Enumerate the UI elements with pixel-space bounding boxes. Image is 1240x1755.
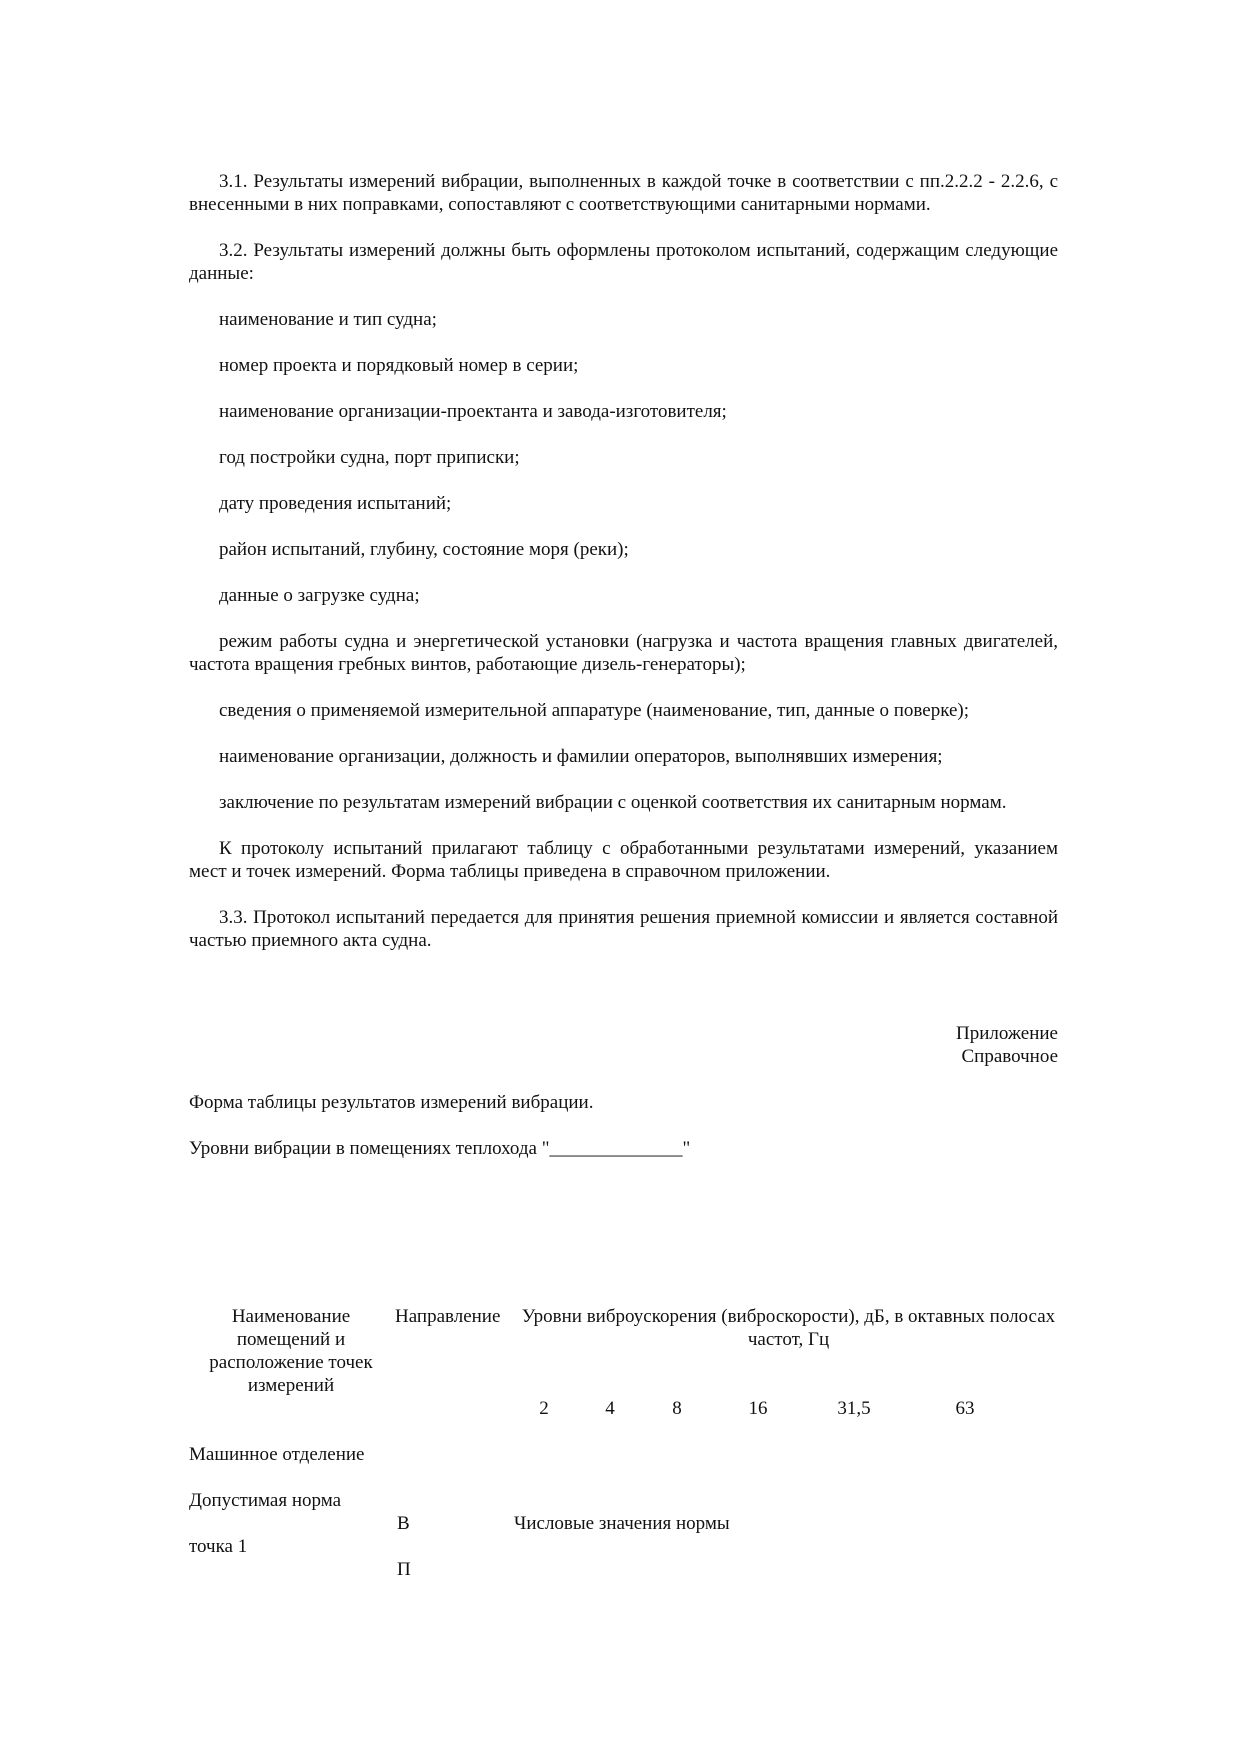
appendix-label: Приложение — [956, 1023, 1058, 1044]
header-levels-column: Уровни виброускорения (виброскорости), дБ, в октавных полосах частот, Гц — [521, 1306, 1056, 1350]
freq-header: 4 — [605, 1398, 615, 1419]
list-item: район испытаний, глубину, состояние моря (реки); — [219, 539, 629, 560]
freq-header: 16 — [748, 1398, 768, 1419]
list-item: данные о загрузке судна; — [219, 585, 420, 606]
point-label: точка 1 — [189, 1536, 248, 1557]
list-item: год постройки судна, порт приписки; — [219, 447, 520, 468]
paragraph-3-2: 3.2. Результаты измерений должны быть оформлены протоколом испытаний, содержащим следующие данные: — [189, 240, 1058, 284]
document-body — [189, 170, 1058, 1183]
list-item: наименование организации-проектанта и завода-изготовителя; — [219, 401, 727, 422]
levels-title: Уровни вибрации в помещениях теплохода "______________" — [189, 1138, 691, 1159]
list-item: сведения о применяемой измерительной аппаратуре (наименование, тип, данные о поверке); — [219, 700, 970, 721]
header-direction-column: Направление — [395, 1306, 501, 1327]
list-item: заключение по результатам измерений вибрации с оценкой соответствия их санитарным нормам. — [219, 792, 1007, 813]
list-item: режим работы судна и энергетической установки (нагрузка и частота вращения главных двигателей, частота вращения гребных винтов, работающие дизель-генераторы); — [189, 631, 1058, 675]
freq-header: 8 — [672, 1398, 682, 1419]
freq-header: 2 — [539, 1398, 549, 1419]
list-item: наименование и тип судна; — [219, 309, 437, 330]
form-title: Форма таблицы результатов измерений вибрации. — [189, 1092, 594, 1113]
appendix-heading — [189, 1022, 1058, 1068]
norm-label: Допустимая норма — [189, 1490, 342, 1511]
list-item: дату проведения испытаний; — [219, 493, 452, 514]
freq-header: 31,5 — [837, 1398, 871, 1419]
direction-p: П — [397, 1559, 411, 1580]
paragraph-3-3: 3.3. Протокол испытаний передается для принятия решения приемной комиссии и является составной частью приемного акта судна. — [189, 907, 1058, 951]
norm-values: Числовые значения нормы — [514, 1513, 730, 1534]
freq-header: 63 — [955, 1398, 975, 1419]
paragraph-3-1: 3.1. Результаты измерений вибрации, выполненных в каждой точке в соответствии с пп.2.2.2 - 2.2.6, с внесенными в них поправками, сопоставляют с соответствующими санитарными нормами. — [189, 171, 1058, 215]
room-name: Машинное отделение — [189, 1444, 365, 1465]
header-room-column: Наименование помещений и расположение точек измерений — [209, 1306, 373, 1396]
appendix-type: Справочное — [961, 1046, 1058, 1067]
list-item: номер проекта и порядковый номер в серии; — [219, 355, 579, 376]
direction-v: В — [397, 1513, 410, 1534]
paragraph-attachment: К протоколу испытаний прилагают таблицу с обработанными результатами измерений, указанием мест и точек измерений. Форма таблицы приведена в справочном приложении. — [189, 838, 1058, 882]
list-item: наименование организации, должность и фамилии операторов, выполнявших измерения; — [219, 746, 943, 767]
